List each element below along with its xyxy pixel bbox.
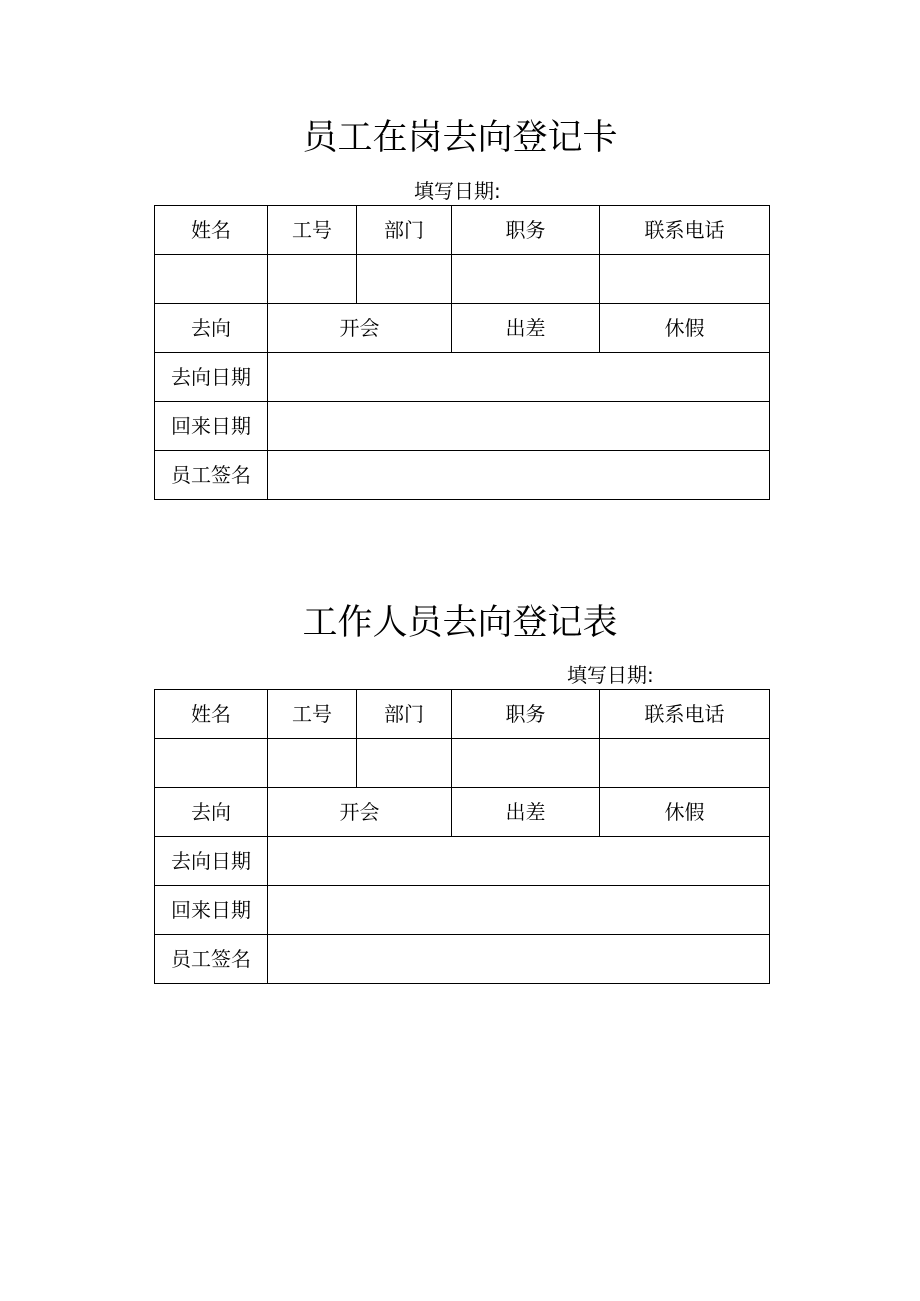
employee-id-cell[interactable]	[268, 739, 357, 788]
header-phone: 联系电话	[600, 206, 770, 255]
entry-row	[155, 739, 770, 788]
destination-option-meeting[interactable]: 开会	[268, 788, 452, 837]
leave-date-label: 去向日期	[155, 353, 268, 402]
name-cell[interactable]	[155, 255, 268, 304]
header-employee-id: 工号	[268, 206, 357, 255]
phone-cell[interactable]	[600, 255, 770, 304]
signature-cell[interactable]	[268, 451, 770, 500]
destination-option-meeting[interactable]: 开会	[268, 304, 452, 353]
destination-row	[155, 788, 770, 837]
leave-date-row	[155, 837, 770, 886]
return-date-label: 回来日期	[155, 402, 268, 451]
header-position: 职务	[452, 690, 600, 739]
header-name: 姓名	[155, 206, 268, 255]
leave-date-cell[interactable]	[268, 353, 770, 402]
phone-cell[interactable]	[600, 739, 770, 788]
form-title: 员工在岗去向登记卡	[302, 118, 618, 158]
header-phone: 联系电话	[600, 690, 770, 739]
return-date-row	[155, 402, 770, 451]
name-cell[interactable]	[155, 739, 268, 788]
registration-table	[154, 689, 770, 984]
header-department: 部门	[357, 690, 452, 739]
department-cell[interactable]	[357, 739, 452, 788]
registration-table	[154, 205, 770, 500]
employee-id-cell[interactable]	[268, 255, 357, 304]
return-date-label: 回来日期	[155, 886, 268, 935]
leave-date-cell[interactable]	[268, 837, 770, 886]
destination-option-vacation[interactable]: 休假	[600, 304, 770, 353]
entry-row	[155, 255, 770, 304]
header-employee-id: 工号	[268, 690, 357, 739]
destination-row	[155, 304, 770, 353]
position-cell[interactable]	[452, 255, 600, 304]
return-date-row	[155, 886, 770, 935]
position-cell[interactable]	[452, 739, 600, 788]
destination-option-business-trip[interactable]: 出差	[452, 788, 600, 837]
destination-label: 去向	[155, 788, 268, 837]
fill-date-label: 填写日期:	[414, 179, 501, 203]
return-date-cell[interactable]	[268, 402, 770, 451]
destination-option-vacation[interactable]: 休假	[600, 788, 770, 837]
signature-row	[155, 935, 770, 984]
header-row	[155, 206, 770, 255]
fill-date-label: 填写日期:	[567, 663, 654, 687]
signature-label: 员工签名	[155, 935, 268, 984]
header-department: 部门	[357, 206, 452, 255]
signature-row	[155, 451, 770, 500]
header-name: 姓名	[155, 690, 268, 739]
department-cell[interactable]	[357, 255, 452, 304]
header-position: 职务	[452, 206, 600, 255]
signature-label: 员工签名	[155, 451, 268, 500]
return-date-cell[interactable]	[268, 886, 770, 935]
form-title: 工作人员去向登记表	[302, 603, 618, 643]
destination-label: 去向	[155, 304, 268, 353]
leave-date-row	[155, 353, 770, 402]
signature-cell[interactable]	[268, 935, 770, 984]
header-row	[155, 690, 770, 739]
destination-option-business-trip[interactable]: 出差	[452, 304, 600, 353]
leave-date-label: 去向日期	[155, 837, 268, 886]
